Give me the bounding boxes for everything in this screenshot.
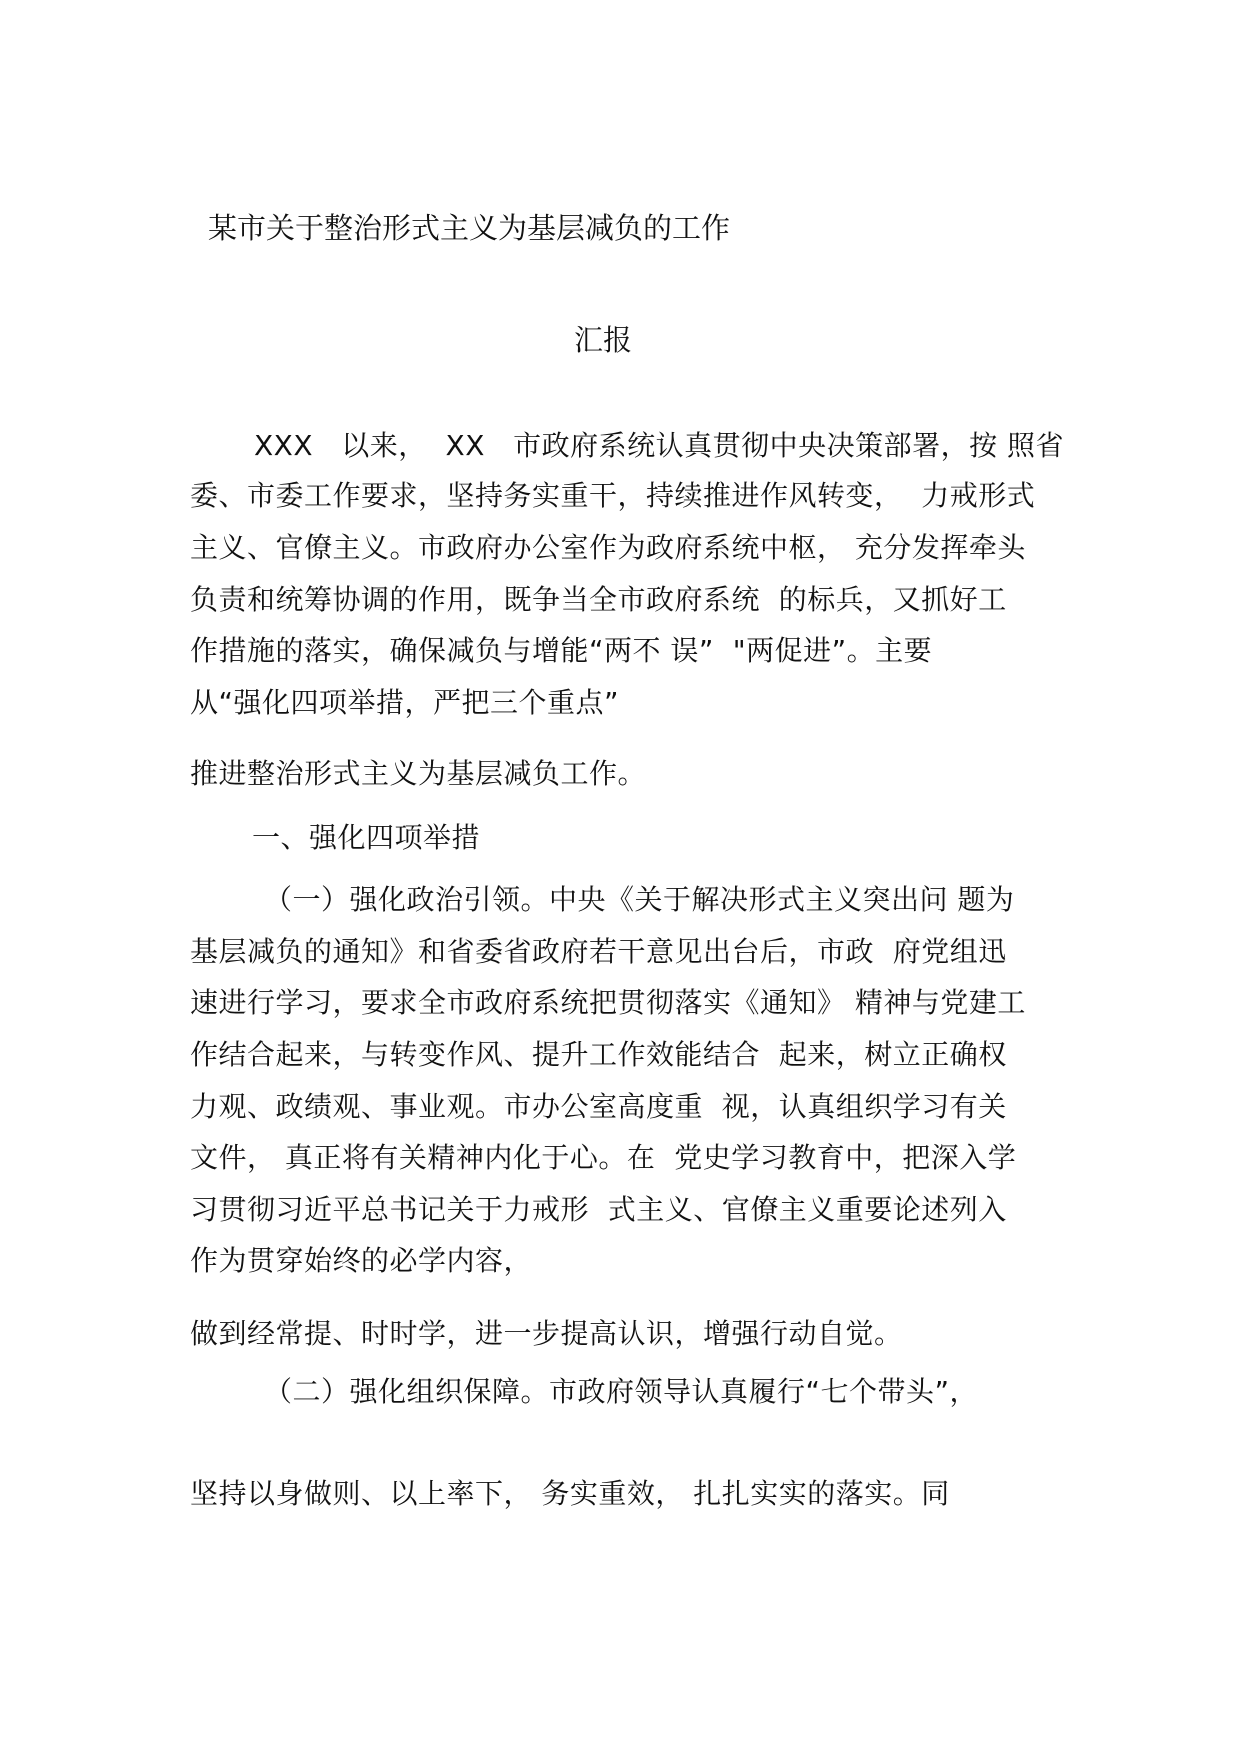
paragraph2-line6: 文件， 真正将有关精神内化于心。在 党史学习教育中，把深入学 (190, 1141, 1017, 1174)
paragraph1-line4: 负责和统筹协调的作用，既争当全市政府系统 的标兵，又抓好工 (190, 583, 1007, 616)
paragraph2-line5: 力观、政绩观、事业观。市办公室高度重 视，认真组织学习有关 (190, 1090, 1007, 1123)
paragraph2-line2: 基层减负的通知》和省委省政府若干意见出台后，市政 府党组迅 (190, 935, 1007, 968)
document-title-line2: 汇报 (574, 323, 633, 357)
paragraph1-end: 推进整治形式主义为基层减负工作。 (190, 757, 647, 790)
paragraph2-line7: 习贯彻习近平总书记关于力戒形 式主义、官僚主义重要论述列入 (190, 1193, 1007, 1226)
paragraph1-line2: 委、市委工作要求，坚持务实重干，持续推进作风转变， 力戒形式 (190, 479, 1036, 512)
paragraph1-line5: 作措施的落实，确保减负与增能“两不 误” "两促进”。主要 (190, 634, 933, 667)
section-heading-1: 一、强化四项举措 (252, 821, 481, 854)
document-title-line1: 某市关于整治形式主义为基层减负的工作 (208, 211, 731, 245)
paragraph2-end: 做到经常提、时时学，进一步提高认识，增强行动自觉。 (190, 1317, 903, 1350)
paragraph2-line3: 速进行学习，要求全市政府系统把贯彻落实《通知》 精神与党建工 (190, 986, 1026, 1019)
paragraph3-line1: （二）强化组织保障。市政府领导认真履行“七个带头”， (264, 1375, 979, 1408)
paragraph2-line4: 作结合起来，与转变作风、提升工作效能结合 起来，树立正确权 (190, 1038, 1007, 1071)
paragraph2-line1: （一）强化政治引领。中央《关于解决形式主义突出问 题为 (264, 883, 1015, 916)
paragraph1-line3: 主义、官僚主义。市政府办公室作为政府系统中枢， 充分发挥牵头 (190, 531, 1026, 564)
paragraph2-line8: 作为贯穿始终的必学内容， (190, 1244, 533, 1277)
paragraph1-line1: XXX 以来， XX 市政府系统认真贯彻中央决策部署，按 照省 (254, 429, 1065, 462)
paragraph3-line2: 坚持以身做则、以上率下， 务实重效， 扎扎实实的落实。同 (190, 1477, 950, 1510)
paragraph1-line6: 从“强化四项举措，严把三个重点” (190, 686, 620, 719)
